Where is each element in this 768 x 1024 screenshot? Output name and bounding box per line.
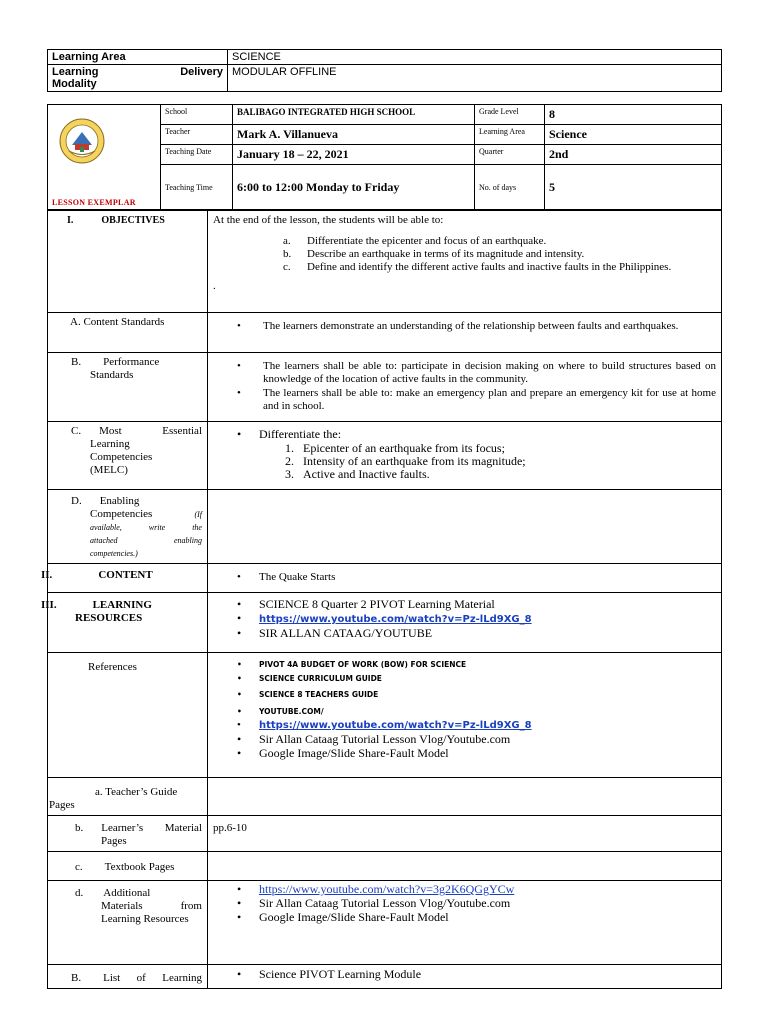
objectives-content <box>208 211 722 313</box>
enabling-note-1a: available, <box>90 523 122 532</box>
list-item: • SCIENCE 8 Quarter 2 PIVOT Learning Material <box>213 598 716 611</box>
melc-label-3: Competencies <box>90 451 153 463</box>
list-item: c. Define and identify the different active faults and inactive faults in the Philippines. <box>283 261 672 273</box>
melc-label-2: Learning <box>90 438 130 450</box>
grade-level-label: Grade Level <box>475 105 545 125</box>
references-youtube-link[interactable]: https://www.youtube.com/watch?v=Pz-lLd9XG_8 <box>259 720 532 731</box>
list-item <box>213 612 716 626</box>
objectives-intro: At the end of the lesson, the students will be able to: <box>213 214 444 226</box>
content-standards-label: A. Content Standards <box>48 313 208 353</box>
performance-label-1: Performance <box>103 356 160 368</box>
list-resources-num: B. <box>71 972 82 984</box>
teaching-time-label: Teaching Time <box>161 165 233 210</box>
enabling-num: D. <box>71 495 82 507</box>
additional-youtube-link[interactable]: https://www.youtube.com/watch?v=3g2K6QGgYCw <box>259 882 515 896</box>
enabling-content <box>208 490 722 564</box>
list-item <box>213 719 716 732</box>
learners-material-value: pp.6-10 <box>208 816 722 852</box>
resources-label-2: RESOURCES <box>75 612 143 624</box>
additional-label-cell <box>48 881 208 965</box>
objectives-list <box>213 235 716 274</box>
enabling-label-2b: (If <box>194 510 202 519</box>
content-label: CONTENT <box>98 569 153 581</box>
teacher-value: Mark A. Villanueva <box>233 125 475 145</box>
list-item: • The learners demonstrate an understanding of the relationship between faults and earthquakes. <box>213 320 716 333</box>
list-resources-label-c: Learning <box>162 972 202 984</box>
performance-label-2: Standards <box>90 369 134 381</box>
enabling-label-1: Enabling <box>99 495 140 507</box>
list-item: 1. Epicenter of an earthquake from its focus; <box>285 441 505 455</box>
content-content <box>208 564 722 593</box>
melc-label-4: (MELC) <box>90 464 128 476</box>
enabling-note-3: competencies.) <box>90 549 138 558</box>
list-item <box>213 883 716 896</box>
list-item: • SCIENCE 8 TEACHERS GUIDE <box>213 688 716 701</box>
list-resources-label-cell <box>48 965 208 989</box>
learners-material-label-2: Pages <box>101 835 127 847</box>
melc-label-cell <box>48 422 208 490</box>
teaching-date-value: January 18 – 22, 2021 <box>233 145 475 165</box>
delivery-label-2: Delivery <box>180 66 223 78</box>
list-item: • The learners shall be able to: make an emergency plan and prepare an emergency kit for use at home and in school. <box>213 387 716 413</box>
list-item: • Differentiate the: <box>213 428 716 441</box>
performance-standards-label-cell <box>48 353 208 422</box>
textbook-content <box>208 852 722 881</box>
additional-label-2a: Materials <box>101 900 143 912</box>
resources-label-1: LEARNING <box>92 599 152 611</box>
list-resources-label-a: List <box>103 972 121 984</box>
school-label: School <box>161 105 233 125</box>
learners-material-label-cell <box>48 816 208 852</box>
learning-area-value-2: Science <box>545 125 722 145</box>
enabling-label-2a: Competencies <box>90 508 153 520</box>
grade-level-value: 8 <box>545 105 722 125</box>
learning-area-label: Learning Area <box>52 51 126 63</box>
list-item: • Google Image/Slide Share-Fault Model <box>213 747 716 760</box>
list-item: 3. Active and Inactive faults. <box>285 467 430 481</box>
resources-content <box>208 593 722 653</box>
list-item: • The learners shall be able to: participate in decision making on where to build structures based on knowledge of the location of active faults in the community. <box>213 360 716 386</box>
content-standards-content <box>208 313 722 353</box>
lesson-plan-table <box>41 210 722 989</box>
learning-area-table <box>47 49 722 92</box>
teaching-time-value: 6:00 to 12:00 Monday to Friday <box>233 165 475 210</box>
enabling-note-2a: attached <box>90 536 118 545</box>
teachers-guide-label-cell <box>48 778 208 816</box>
textbook-num: c. <box>75 861 83 873</box>
youtube-link[interactable]: https://www.youtube.com/watch?v=Pz-lLd9XG_8 <box>259 614 532 625</box>
lesson-exemplar-label: LESSON EXEMPLAR <box>52 198 136 207</box>
performance-num: B. <box>71 356 82 368</box>
learners-material-label-1b: Material <box>164 822 202 834</box>
learning-area-label-2: Learning Area <box>475 125 545 145</box>
melc-content <box>208 422 722 490</box>
textbook-label-cell <box>48 852 208 881</box>
quarter-value: 2nd <box>545 145 722 165</box>
references-content <box>208 653 722 778</box>
list-item: b. Describe an earthquake in terms of its magnitude and intensity. <box>283 248 585 260</box>
delivery-modality-label-cell <box>48 65 228 92</box>
content-num: II. <box>41 569 53 581</box>
learners-material-num: b. <box>75 822 84 834</box>
quarter-label: Quarter <box>475 145 545 165</box>
additional-num: d. <box>75 887 84 899</box>
objectives-dot: . <box>213 280 216 292</box>
content-label-cell <box>41 564 208 593</box>
objectives-label: OBJECTIVES <box>101 215 165 226</box>
list-item: • Google Image/Slide Share-Fault Model <box>213 911 716 924</box>
list-item: • Science PIVOT Learning Module <box>213 968 716 981</box>
school-seal-icon <box>59 118 105 164</box>
list-item: 2. Intensity of an earthquake from its magnitude; <box>285 454 526 468</box>
list-item: • SCIENCE CURRICULUM GUIDE <box>213 672 716 685</box>
learning-area-label-cell <box>48 50 228 65</box>
learning-area-value: SCIENCE <box>228 50 722 65</box>
list-item: • The Quake Starts <box>213 571 716 584</box>
additional-content <box>208 881 722 965</box>
teachers-guide-label-1: a. Teacher’s Guide <box>95 786 178 798</box>
list-resources-label-b: of <box>136 972 146 984</box>
additional-label-2b: from <box>180 900 202 912</box>
list-item: • SIR ALLAN CATAAG/YOUTUBE <box>213 627 716 640</box>
teachers-guide-content <box>208 778 722 816</box>
school-value: BALIBAGO INTEGRATED HIGH SCHOOL <box>233 105 475 125</box>
additional-label-1: Additional <box>103 887 151 899</box>
list-item: • Sir Allan Cataag Tutorial Lesson Vlog/Youtube.com <box>213 733 716 746</box>
teacher-label: Teacher <box>161 125 233 145</box>
enabling-note-1c: the <box>192 523 202 532</box>
resources-num: III. <box>41 599 57 611</box>
textbook-label: Textbook Pages <box>104 861 175 873</box>
no-of-days-value: 5 <box>545 165 722 210</box>
references-label: References <box>48 653 208 778</box>
melc-label-b: Essential <box>162 425 202 437</box>
delivery-modality-value: MODULAR OFFLINE <box>228 65 722 92</box>
teachers-guide-label-2: Pages <box>49 799 75 811</box>
lesson-header-table <box>47 104 722 210</box>
no-of-days-label: No. of days <box>475 165 545 210</box>
teaching-date-label: Teaching Date <box>161 145 233 165</box>
delivery-label-3: Modality <box>52 78 97 90</box>
objectives-num: I. <box>67 215 74 226</box>
list-item: • YOUTUBE.COM/ <box>213 705 716 718</box>
list-item: • PIVOT 4A BUDGET OF WORK (BOW) FOR SCIENCE <box>213 658 716 671</box>
objectives-label-cell <box>48 211 208 313</box>
enabling-note-2b: enabling <box>174 536 202 545</box>
melc-label-a: Most <box>99 425 122 437</box>
list-resources-content <box>208 965 722 989</box>
resources-label-cell <box>41 593 208 653</box>
performance-standards-content <box>208 353 722 422</box>
enabling-note-1b: write <box>148 523 166 532</box>
additional-label-3: Learning Resources <box>101 913 189 925</box>
delivery-label-1: Learning <box>52 66 99 78</box>
enabling-label-cell <box>48 490 208 564</box>
list-item: • Sir Allan Cataag Tutorial Lesson Vlog/Youtube.com <box>213 897 716 910</box>
learners-material-label-1a: Learner’s <box>101 822 144 834</box>
list-item: a. Differentiate the epicenter and focus of an earthquake. <box>283 235 547 247</box>
melc-num: C. <box>71 425 82 437</box>
